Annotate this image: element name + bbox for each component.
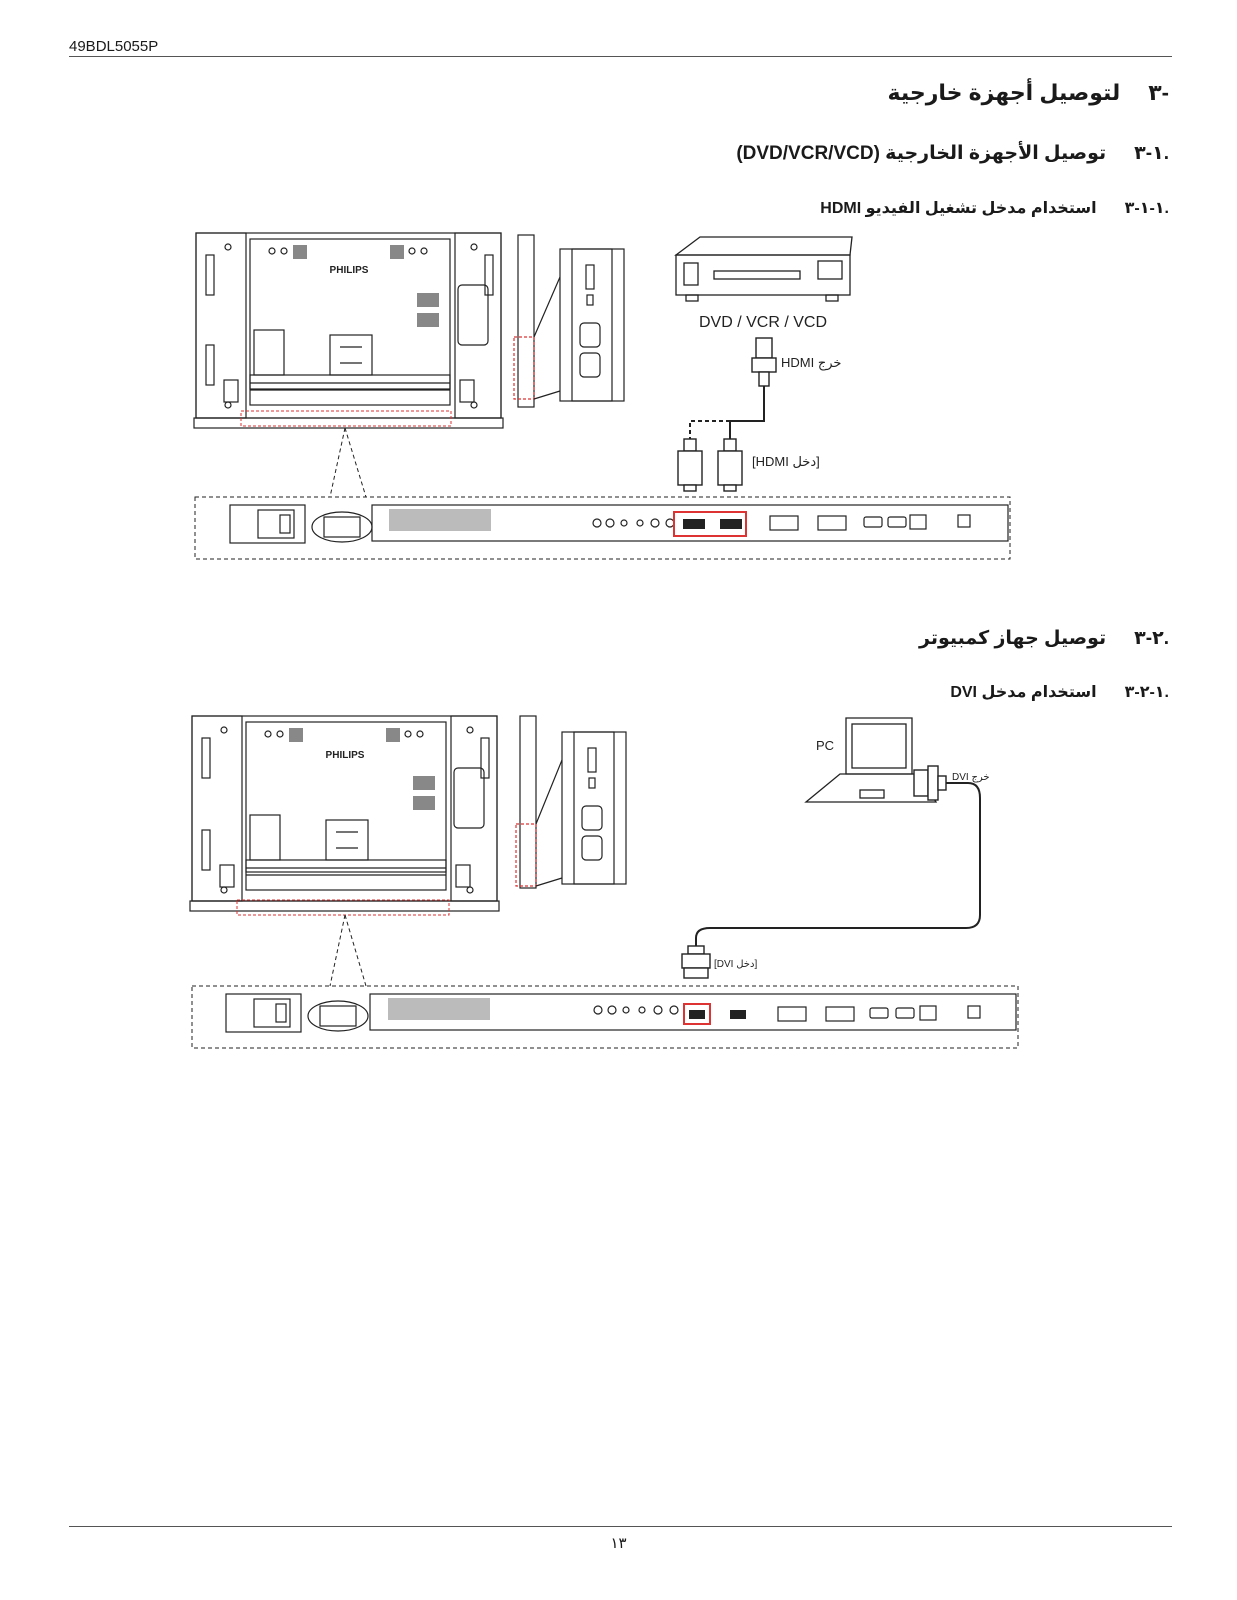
dvi-in-label: [DVI دخل] [714,959,758,970]
header-divider [69,56,1172,57]
device-label: DVD / VCR / VCD [698,314,828,331]
section-3-1-1-heading [820,198,1169,218]
section-title: توصيل الأجهزة الخارجية (DVD/VCR/VCD) [736,143,1107,164]
section-title: استخدام مدخل DVI [950,684,1097,701]
section-3-1-heading [736,142,1169,165]
footer-divider [69,1526,1172,1527]
section-title: استخدام مدخل تشغيل الفيديو HDMI [820,200,1097,217]
page-number: ١٣ [610,1535,627,1552]
section-title: توصيل جهاز كمبيوتر [919,628,1107,649]
section-3-2-heading [919,627,1169,650]
section-3-heading [888,80,1169,106]
section-number: .١-٣ [1134,143,1169,164]
section-number: .١-١-٣ [1124,200,1169,217]
pc-label: PC [816,738,835,753]
dvi-out-label: DVI خرج [952,772,990,783]
model-number: 49BDL5055P [69,38,159,55]
hdmi-connection-diagram [0,225,1237,570]
hdmi-in-label: [HDMI دخل] [752,454,820,469]
section-title: لتوصيل أجهزة خارجية [887,80,1121,105]
brand-logo: PHILIPS [329,265,369,276]
section-number: .١-٢-٣ [1124,684,1169,701]
dvi-connection-diagram [0,710,1237,1055]
section-number: .٢-٣ [1134,628,1169,649]
section-3-2-1-heading [950,682,1169,702]
section-number: -٣ [1148,80,1169,105]
brand-logo: PHILIPS [325,750,365,761]
hdmi-out-label: HDMI خرج [781,355,842,370]
